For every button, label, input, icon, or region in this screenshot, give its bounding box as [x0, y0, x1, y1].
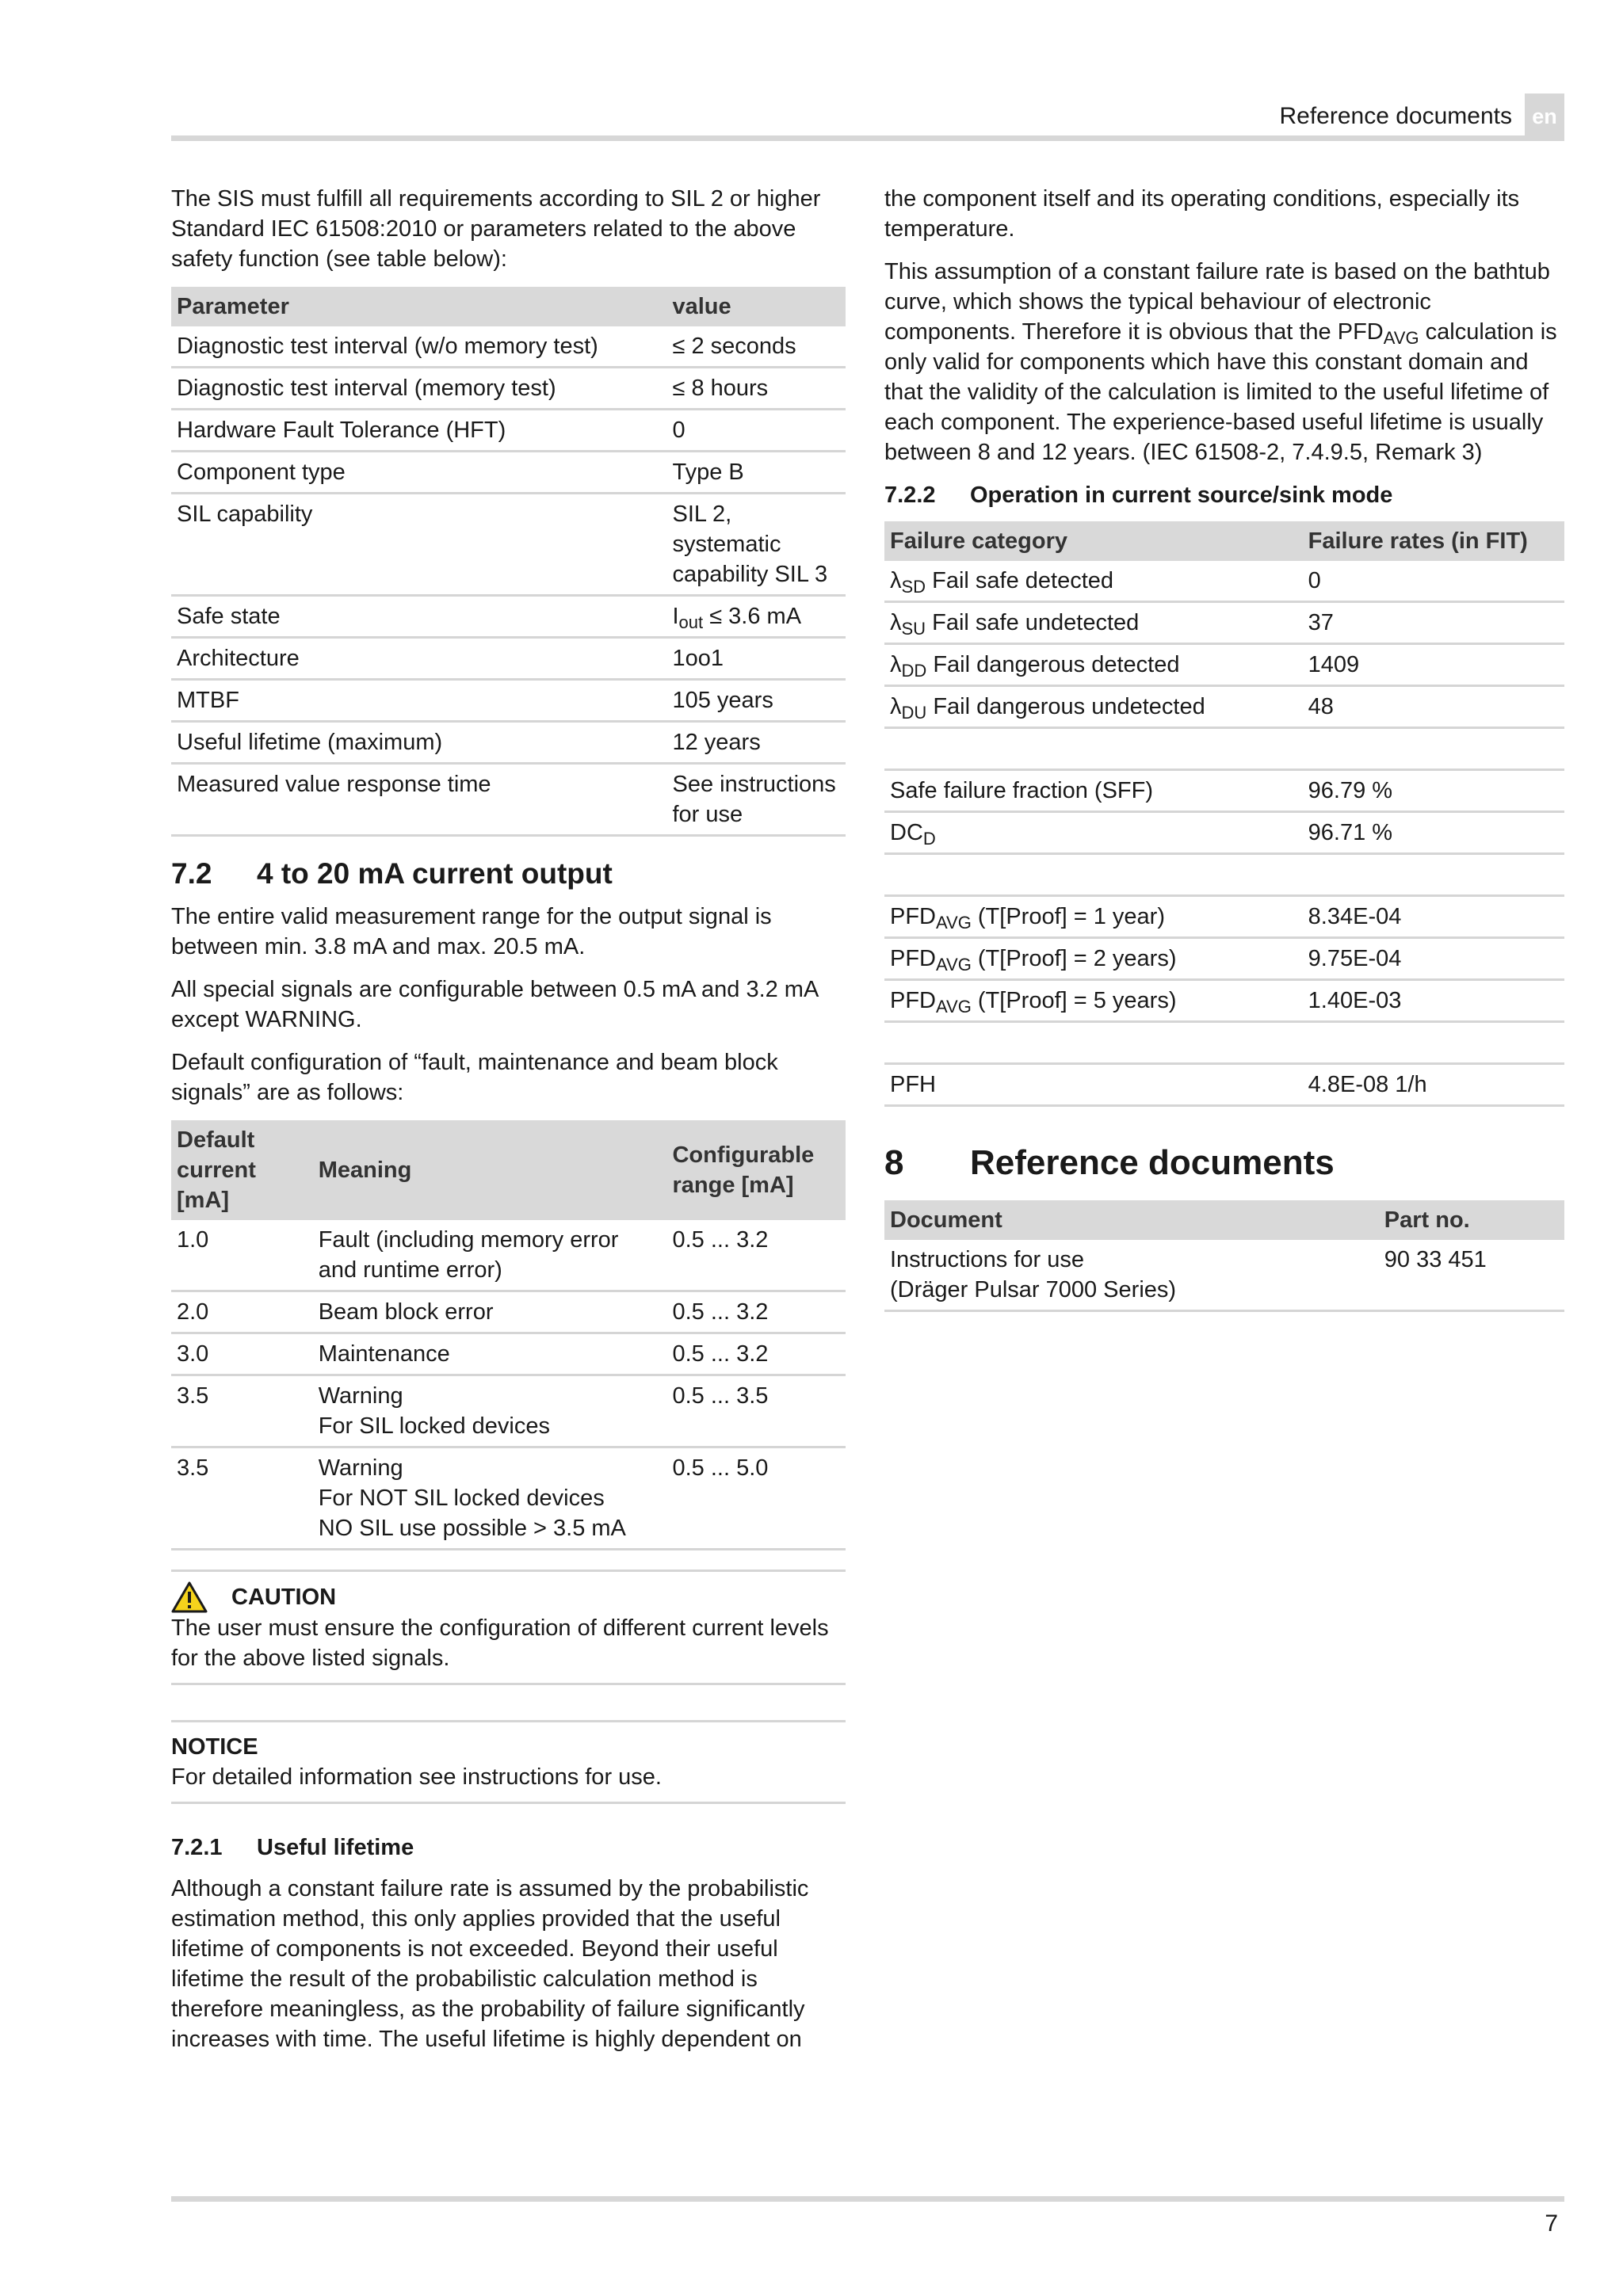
- pfd-suffix: (T[Proof] = 5 years): [971, 988, 1177, 1013]
- failure-category: [884, 644, 1303, 686]
- param-value: Type B: [666, 452, 846, 494]
- paragraph: The entire valid measurement range for the output signal is between min. 3.8 mA and max. 20.5 mA.: [171, 904, 772, 959]
- signal-meaning: Beam block error: [313, 1291, 667, 1333]
- section-title: 4 to 20 mA current output: [257, 857, 613, 890]
- table-row: [171, 1220, 846, 1291]
- pfd-suffix: (T[Proof] = 2 years): [971, 946, 1177, 971]
- caution-title: [171, 1581, 846, 1613]
- empty-cell: [884, 1022, 1303, 1064]
- pfd-value: 1.40E-03: [1303, 980, 1564, 1022]
- caution-text: The user must ensure the configuration of different current levels for the above listed signals.: [171, 1615, 829, 1671]
- signal-range: 0.5 ... 3.5: [666, 1375, 846, 1447]
- table-row: [884, 812, 1564, 854]
- table-row: [884, 686, 1564, 728]
- table-header-cell: Failure rates (in FIT): [1303, 521, 1564, 561]
- pfd-text: PFD: [890, 904, 936, 929]
- param-name: MTBF: [171, 680, 666, 722]
- lambda-symbol: λ: [890, 652, 902, 677]
- pfd-label: [884, 980, 1303, 1022]
- param-name: SIL capability: [171, 494, 666, 596]
- part-number: 90 33 451: [1379, 1240, 1564, 1311]
- pfh-value: 4.8E-08 1/h: [1303, 1064, 1564, 1106]
- signal-current: 3.5: [171, 1375, 313, 1447]
- paragraph-text: This assumption of a constant failure rate is based on the bathtub curve, which shows the typical behaviour of electronic components. Therefore it is obvious that the PFD: [884, 259, 1550, 345]
- dcd-subscript: D: [922, 829, 936, 849]
- param-name: Useful lifetime (maximum): [171, 722, 666, 764]
- sff-label: Safe failure fraction (SFF): [884, 770, 1303, 812]
- section-heading: [171, 856, 846, 892]
- table-row: [171, 326, 846, 368]
- pfd-text: PFD: [890, 946, 936, 971]
- document-name: Instructions for use (Dräger Pulsar 7000 Series): [884, 1240, 1379, 1311]
- signal-range: 0.5 ... 3.2: [666, 1291, 846, 1333]
- failure-category: [884, 602, 1303, 644]
- chapter-number: 8: [884, 1143, 904, 1182]
- pfd-value: 9.75E-04: [1303, 938, 1564, 980]
- header-rule: [171, 135, 1564, 141]
- table-row: [884, 896, 1564, 938]
- signal-current: 2.0: [171, 1291, 313, 1333]
- signal-range: 0.5 ... 5.0: [666, 1447, 846, 1550]
- section-number: 7.2: [171, 857, 212, 890]
- lambda-symbol: λ: [890, 568, 902, 593]
- category-subscript: SU: [901, 619, 926, 639]
- table-row: [171, 1447, 846, 1550]
- lambda-symbol: λ: [890, 610, 902, 635]
- table-header-cell: Failure category: [884, 521, 1303, 561]
- iout-subscript: out: [678, 612, 704, 632]
- subsection-heading: [884, 480, 1564, 510]
- param-value: 105 years: [666, 680, 846, 722]
- table-header-cell: Part no.: [1379, 1200, 1564, 1240]
- dcd-value: 96.71 %: [1303, 812, 1564, 854]
- lambda-symbol: λ: [890, 694, 902, 719]
- page-header: [171, 93, 1564, 139]
- table-row: [171, 638, 846, 680]
- pfd-value: 8.34E-04: [1303, 896, 1564, 938]
- table-header-cell: Parameter: [171, 287, 666, 326]
- category-subscript: DU: [901, 703, 927, 723]
- dcd-text: DC: [890, 820, 923, 845]
- param-name: Component type: [171, 452, 666, 494]
- table-row: [171, 764, 846, 836]
- table-header-cell: Document: [884, 1200, 1379, 1240]
- failure-rate-table: [884, 521, 1564, 1107]
- param-value: 12 years: [666, 722, 846, 764]
- caution-box: [171, 1569, 846, 1685]
- paragraph: Although a constant failure rate is assumed by the probabilistic estimation method, this only applies provided that the useful lifetime of components is not exceeded. Beyond their useful lifetime the result of the probabilistic calculation method is therefore meaningless, as the probability of failure significantly increases with time. The useful lifetime is highly dependent on: [171, 1876, 809, 2052]
- avg-subscript: AVG: [1383, 328, 1419, 348]
- failure-rate: 48: [1303, 686, 1564, 728]
- param-value: 1oo1: [666, 638, 846, 680]
- table-header-cell: Default current [mA]: [171, 1120, 313, 1220]
- table-row: [171, 1333, 846, 1375]
- table-row: [884, 1240, 1564, 1311]
- chapter-title: Reference documents: [970, 1143, 1335, 1182]
- category-subscript: DD: [901, 661, 927, 681]
- left-column: [171, 184, 846, 2067]
- table-row: [884, 1064, 1564, 1106]
- notice-title: NOTICE: [171, 1734, 258, 1760]
- iout-symbol: I: [672, 604, 679, 629]
- table-row: [171, 452, 846, 494]
- failure-rate: 0: [1303, 561, 1564, 602]
- category-label: Fail safe undetected: [926, 610, 1140, 635]
- spacer-row: [884, 1022, 1564, 1064]
- failure-rate: 1409: [1303, 644, 1564, 686]
- parameter-table: [171, 287, 846, 837]
- notice-text: For detailed information see instructions for use.: [171, 1764, 662, 1790]
- category-label: Fail safe detected: [926, 568, 1114, 593]
- empty-cell: [884, 854, 1303, 896]
- param-value: ≤ 8 hours: [666, 368, 846, 410]
- signal-meaning: Warning For SIL locked devices: [313, 1375, 667, 1447]
- param-value: 0: [666, 410, 846, 452]
- pfh-label: PFH: [884, 1064, 1303, 1106]
- table-row: [884, 770, 1564, 812]
- paragraph: the component itself and its operating conditions, especially its temperature.: [884, 186, 1520, 242]
- pfd-label: [884, 938, 1303, 980]
- spacer-row: [884, 854, 1564, 896]
- subsection-title: Useful lifetime: [257, 1835, 414, 1860]
- empty-cell: [1303, 854, 1564, 896]
- signal-current: 3.5: [171, 1447, 313, 1550]
- failure-category: [884, 561, 1303, 602]
- category-subscript: SD: [901, 577, 926, 597]
- table-row: [171, 1375, 846, 1447]
- param-name: Safe state: [171, 596, 666, 638]
- param-name: Architecture: [171, 638, 666, 680]
- pfd-subscript: AVG: [936, 913, 972, 933]
- subsection-number: 7.2.2: [884, 482, 936, 508]
- table-row: [171, 368, 846, 410]
- subsection-number: 7.2.1: [171, 1835, 223, 1860]
- caution-label: CAUTION: [231, 1585, 337, 1610]
- signal-meaning: Warning For NOT SIL locked devices NO SIL use possible > 3.5 mA: [313, 1447, 667, 1550]
- table-row: [171, 494, 846, 596]
- param-name: Hardware Fault Tolerance (HFT): [171, 410, 666, 452]
- table-row: [884, 980, 1564, 1022]
- pfd-subscript: AVG: [936, 955, 972, 974]
- signal-range: 0.5 ... 3.2: [666, 1220, 846, 1291]
- subsection-heading: [171, 1833, 846, 1863]
- paragraph: [884, 257, 1564, 467]
- language-badge: en: [1525, 93, 1564, 139]
- table-row: [884, 938, 1564, 980]
- param-value: [666, 596, 846, 638]
- param-name: Diagnostic test interval (w/o memory test): [171, 326, 666, 368]
- table-header-cell: Meaning: [313, 1120, 667, 1220]
- param-value: ≤ 2 seconds: [666, 326, 846, 368]
- empty-cell: [1303, 1022, 1564, 1064]
- table-header-row: [171, 287, 846, 326]
- param-name: Measured value response time: [171, 764, 666, 836]
- pfd-subscript: AVG: [936, 997, 972, 1016]
- table-header-row: [884, 521, 1564, 561]
- notice-box: [171, 1720, 846, 1804]
- sff-value: 96.79 %: [1303, 770, 1564, 812]
- paragraph-text: calculation is only valid for components which have this constant domain and that the validity of the calculation is limited to the useful lifetime of each component. The experience-based useful lifetime is usually between 8 and 12 years. (IEC 61508-2, 7.4.9.5, Remark 3): [884, 319, 1557, 465]
- warning-triangle-icon: [171, 1581, 208, 1613]
- signal-current: 1.0: [171, 1220, 313, 1291]
- table-row: [171, 722, 846, 764]
- category-label: Fail dangerous undetected: [926, 694, 1205, 719]
- table-header-cell: Configurable range [mA]: [666, 1120, 846, 1220]
- page-number: 7: [1545, 2210, 1558, 2237]
- failure-category: [884, 686, 1303, 728]
- table-row: [884, 644, 1564, 686]
- param-name: Diagnostic test interval (memory test): [171, 368, 666, 410]
- subsection-title: Operation in current source/sink mode: [970, 482, 1393, 508]
- table-row: [171, 1291, 846, 1333]
- footer-rule: [171, 2196, 1564, 2202]
- param-value: See instructions for use: [666, 764, 846, 836]
- safe-state-value: ≤ 3.6 mA: [709, 604, 802, 629]
- table-row: [171, 596, 846, 638]
- failure-rate: 37: [1303, 602, 1564, 644]
- table-header-row: [884, 1200, 1564, 1240]
- intro-paragraph: The SIS must fulfill all requirements according to SIL 2 or higher Standard IEC 61508:2010 or parameters related to the above safety function (see table below):: [171, 186, 821, 272]
- table-header-cell: value: [666, 287, 846, 326]
- table-header-row: [171, 1120, 846, 1220]
- signal-range: 0.5 ... 3.2: [666, 1333, 846, 1375]
- param-value: SIL 2, systematic capability SIL 3: [666, 494, 846, 596]
- chapter-heading: [884, 1142, 1564, 1184]
- signal-meaning: Maintenance: [313, 1333, 667, 1375]
- signal-current: 3.0: [171, 1333, 313, 1375]
- spacer-row: [884, 728, 1564, 770]
- category-label: Fail dangerous detected: [926, 652, 1180, 677]
- reference-documents-table: [884, 1200, 1564, 1312]
- table-row: [171, 680, 846, 722]
- pfd-label: [884, 896, 1303, 938]
- dcd-label: [884, 812, 1303, 854]
- table-row: [884, 561, 1564, 602]
- table-row: [884, 602, 1564, 644]
- header-title: Reference documents: [1279, 103, 1512, 129]
- pfd-suffix: (T[Proof] = 1 year): [971, 904, 1165, 929]
- signal-meaning: Fault (including memory error and runtime error): [313, 1220, 667, 1291]
- paragraph: Default configuration of “fault, maintenance and beam block signals” are as follows:: [171, 1050, 778, 1105]
- right-column: [884, 184, 1564, 1331]
- signal-config-table: [171, 1120, 846, 1550]
- paragraph: All special signals are configurable between 0.5 mA and 3.2 mA except WARNING.: [171, 977, 818, 1032]
- empty-cell: [1303, 728, 1564, 770]
- empty-cell: [884, 728, 1303, 770]
- table-row: [171, 410, 846, 452]
- pfd-text: PFD: [890, 988, 936, 1013]
